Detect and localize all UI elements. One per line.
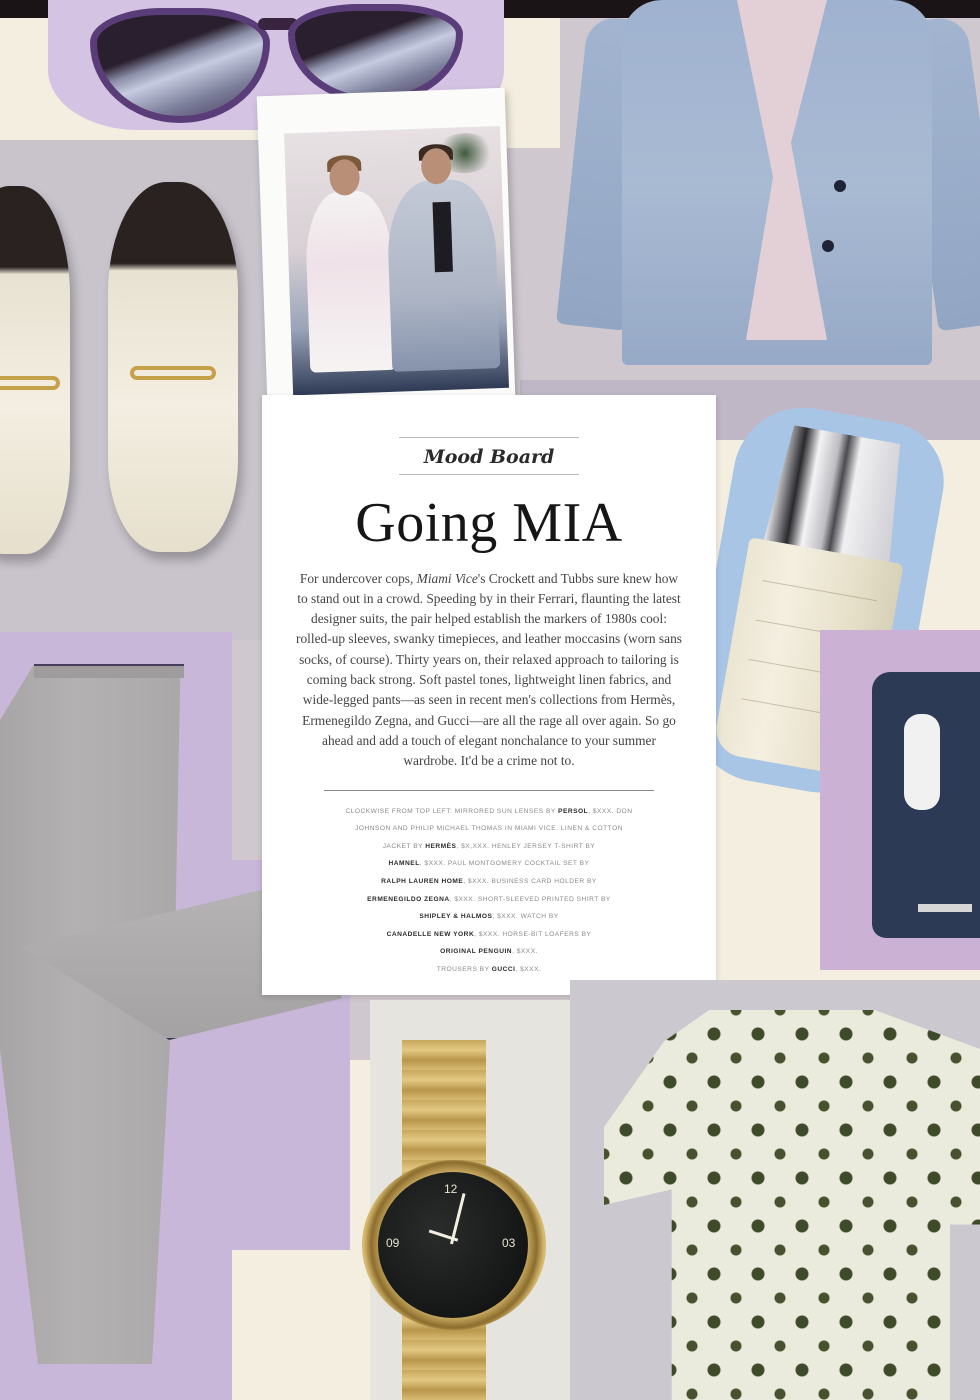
credit-text: CLOCKWISE FROM TOP LEFT: MIRRORED SUN LENSES BY (345, 807, 559, 815)
credit-text: , $XXX. (515, 965, 542, 973)
credit-brand: PERSOL (558, 807, 589, 815)
credit-text: JOHNSON AND PHILIP MICHAEL THOMAS IN MIAMI VICE. LINEN & COTTON (355, 825, 623, 833)
credit-line (294, 820, 684, 838)
product-credits (294, 803, 684, 979)
dark-shirt (433, 202, 453, 273)
credit-text: , $XXX. DON (588, 807, 633, 815)
credit-line (294, 873, 684, 891)
body-segment: Miami Vice (416, 570, 478, 586)
credit-brand: SHIPLEY & HALMOS (419, 913, 493, 921)
credit-text: , $XXX. WATCH BY (492, 913, 559, 921)
credit-line (294, 891, 684, 909)
horsebit-hardware (130, 366, 216, 380)
credit-brand: CANADELLE NEW YORK (386, 930, 475, 938)
credit-brand: RALPH LAUREN HOME (381, 877, 464, 885)
miami-vice-polaroid (257, 88, 516, 404)
credit-text: , $XXX. PAUL MONTGOMERY COCKTAIL SET BY (419, 860, 590, 868)
loafer-left (0, 186, 70, 554)
card-holder-image (872, 672, 980, 938)
blazer-button (834, 180, 846, 192)
credit-text: , $X,XXX. HENLEY JERSEY T-SHIRT BY (456, 842, 596, 850)
body-segment: For undercover cops, (299, 570, 417, 586)
watch-numeral-12: 12 (444, 1182, 458, 1196)
polaroid-photo (284, 126, 509, 395)
credit-brand: HERMÈS (425, 842, 457, 850)
card-slot (904, 714, 940, 810)
credit-brand: ORIGINAL PENGUIN (440, 948, 513, 956)
credit-text: , $XXX. HORSE-BIT LOAFERS BY (474, 930, 592, 938)
trousers-waistband (34, 664, 184, 678)
blazer-button (822, 240, 834, 252)
article-card (262, 395, 716, 995)
credit-text: JACKET BY (382, 842, 426, 850)
credit-text: , $XXX. (512, 948, 538, 956)
credit-text: , $XXX. BUSINESS CARD HOLDER BY (463, 877, 597, 885)
credit-line (294, 855, 684, 873)
credit-text: TROUSERS BY (436, 965, 492, 973)
loafer-right (108, 182, 238, 552)
credit-line (294, 961, 684, 979)
section-label: Mood Board (423, 446, 555, 468)
credit-text: , $XXX. SHORT-SLEEVED PRINTED SHIRT BY (449, 895, 611, 903)
watch-numeral-9: 09 (386, 1236, 400, 1250)
credit-line (294, 803, 684, 821)
rule-top (399, 437, 579, 438)
body-segment: 's Crockett and Tubbs sure knew how to stand out in a crowd. Speeding by in their Ferrari, flaunting the latest designer suits, the pair helped establish the markers of 1980s cool: rolled-up sleeves, swanky timepieces, and leather moccasins (worn sans socks, of course). Thirty years on, their relaxed approach to tailoring is coming back strong. Soft pastel tones, lightweight linen fabrics, and wide-legged pants—as seen in recent men's collections from Hermès, Ermenegildo Zegna, and Gucci—are all the rage all over again. So go ahead and add a touch of elegant nonchalance to your summer wardrobe. It'd be a crime not to. (296, 570, 682, 769)
brand-tag (918, 904, 972, 912)
credit-brand: ERMENEGILDO ZEGNA (367, 895, 450, 903)
horsebit-hardware (0, 376, 60, 390)
credits-rule (324, 790, 654, 791)
watch-dial (378, 1172, 528, 1318)
right-lens (288, 4, 463, 104)
credit-line (294, 926, 684, 944)
shaker-engraving (762, 580, 876, 601)
credit-brand: HAMNEL (388, 860, 420, 868)
credit-line (294, 943, 684, 961)
watch-numeral-3: 03 (502, 1236, 516, 1250)
rule-bottom (399, 474, 579, 475)
body-copy (294, 569, 684, 772)
headline: Going MIA (355, 492, 623, 554)
credit-line (294, 838, 684, 856)
credit-line (294, 908, 684, 926)
blazer-image (572, 0, 980, 370)
credit-brand: GUCCI (491, 965, 516, 973)
figure-white-suit (304, 190, 396, 373)
left-lens (90, 8, 270, 123)
